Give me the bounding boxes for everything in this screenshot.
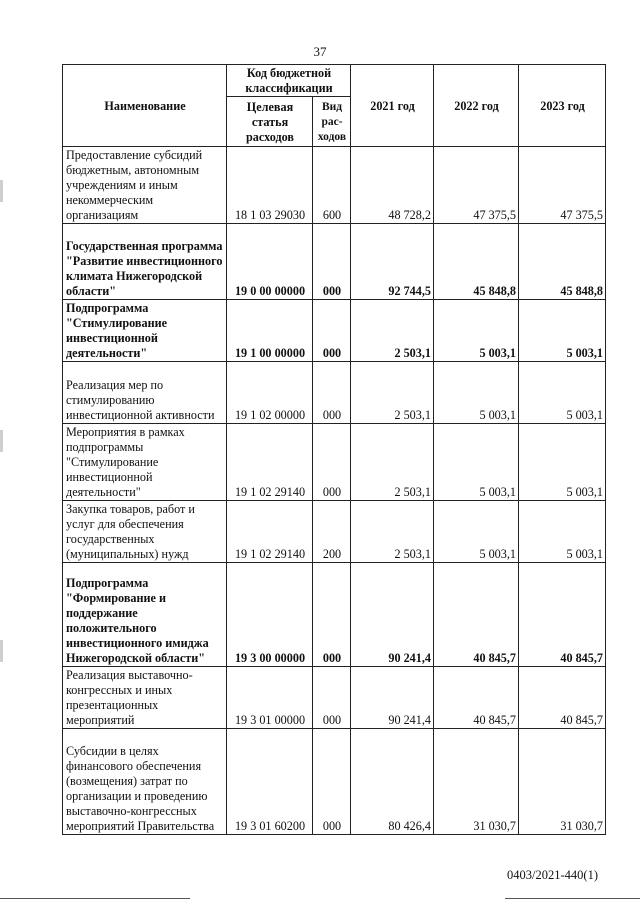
page-number: 37 <box>313 44 327 59</box>
row-expense-type: 000 <box>313 729 351 835</box>
table-row <box>63 224 606 300</box>
table-row <box>63 362 606 424</box>
row-name: Реализация выставочно-конгрессных и иных презентационных мероприятий <box>63 667 227 729</box>
header-expense-type: Вид рас- ходов <box>313 97 351 147</box>
row-value-2023: 45 848,8 <box>519 224 606 300</box>
row-target-code: 19 1 02 00000 <box>227 362 313 424</box>
header-name: Наименование <box>63 65 227 147</box>
row-value-2022: 5 003,1 <box>434 501 519 563</box>
row-value-2021: 48 728,2 <box>351 147 434 224</box>
row-value-2023: 40 845,7 <box>519 667 606 729</box>
table-row <box>63 300 606 362</box>
row-value-2021: 92 744,5 <box>351 224 434 300</box>
row-value-2022: 5 003,1 <box>434 424 519 501</box>
row-value-2023: 31 030,7 <box>519 729 606 835</box>
scan-edge-mark <box>0 430 3 452</box>
row-target-code: 19 1 02 29140 <box>227 501 313 563</box>
row-value-2022: 40 845,7 <box>434 667 519 729</box>
row-value-2021: 90 241,4 <box>351 667 434 729</box>
header-2023: 2023 год <box>519 65 606 147</box>
row-value-2022: 31 030,7 <box>434 729 519 835</box>
row-name: Мероприятия в рамках подпрограммы "Стимулирование инвестиционной деятельности" <box>63 424 227 501</box>
row-name: Субсидии в целях финансового обеспечения (возмещения) затрат по организации и проведению выставочно-конгрессных мероприятий Правительства <box>63 729 227 835</box>
row-expense-type: 000 <box>313 424 351 501</box>
footer-rule <box>0 898 190 899</box>
table-row <box>63 424 606 501</box>
row-target-code: 18 1 03 29030 <box>227 147 313 224</box>
table-body <box>63 147 606 835</box>
row-target-code: 19 1 02 29140 <box>227 424 313 501</box>
document-code: 0403/2021-440(1) <box>507 868 598 882</box>
row-target-code: 19 3 01 00000 <box>227 667 313 729</box>
header-2021: 2021 год <box>351 65 434 147</box>
row-name: Предоставление субсидий бюджетным, автономным учреждениям и иным некоммерческим организациям <box>63 147 227 224</box>
row-name: Реализация мер по стимулированию инвестиционной активности <box>63 362 227 424</box>
header-target-article: Целевая статья расходов <box>227 97 313 147</box>
row-name: Подпрограмма "Формирование и поддержание положительного инвестиционного имиджа Нижегородской области" <box>63 563 227 667</box>
row-expense-type: 000 <box>313 667 351 729</box>
table-row <box>63 563 606 667</box>
row-value-2023: 5 003,1 <box>519 424 606 501</box>
row-value-2023: 47 375,5 <box>519 147 606 224</box>
row-expense-type: 000 <box>313 224 351 300</box>
row-expense-type: 000 <box>313 362 351 424</box>
row-expense-type: 200 <box>313 501 351 563</box>
row-expense-type: 600 <box>313 147 351 224</box>
row-value-2021: 2 503,1 <box>351 424 434 501</box>
row-value-2022: 47 375,5 <box>434 147 519 224</box>
row-value-2022: 45 848,8 <box>434 224 519 300</box>
row-value-2021: 2 503,1 <box>351 362 434 424</box>
budget-table <box>62 64 606 835</box>
row-target-code: 19 3 00 00000 <box>227 563 313 667</box>
row-value-2021: 2 503,1 <box>351 300 434 362</box>
row-value-2021: 90 241,4 <box>351 563 434 667</box>
row-target-code: 19 3 01 60200 <box>227 729 313 835</box>
row-expense-type: 000 <box>313 563 351 667</box>
scan-edge-mark <box>0 180 3 202</box>
row-value-2022: 5 003,1 <box>434 362 519 424</box>
row-name: Закупка товаров, работ и услуг для обеспечения государственных (муниципальных) нужд <box>63 501 227 563</box>
row-value-2021: 80 426,4 <box>351 729 434 835</box>
scan-edge-mark <box>0 640 3 662</box>
row-value-2023: 5 003,1 <box>519 362 606 424</box>
row-value-2023: 5 003,1 <box>519 501 606 563</box>
row-value-2022: 40 845,7 <box>434 563 519 667</box>
footer-rule <box>505 898 640 899</box>
row-value-2021: 2 503,1 <box>351 501 434 563</box>
row-value-2023: 5 003,1 <box>519 300 606 362</box>
row-target-code: 19 1 00 00000 <box>227 300 313 362</box>
table-row <box>63 501 606 563</box>
row-target-code: 19 0 00 00000 <box>227 224 313 300</box>
header-2022: 2022 год <box>434 65 519 147</box>
row-name: Подпрограмма "Стимулирование инвестиционной деятельности" <box>63 300 227 362</box>
table-row <box>63 667 606 729</box>
header-code-group: Код бюджетной классификации <box>227 65 351 97</box>
row-expense-type: 000 <box>313 300 351 362</box>
row-name: Государственная программа "Развитие инвестиционного климата Нижегородской области" <box>63 224 227 300</box>
table-row <box>63 147 606 224</box>
table-row <box>63 729 606 835</box>
row-value-2023: 40 845,7 <box>519 563 606 667</box>
row-value-2022: 5 003,1 <box>434 300 519 362</box>
